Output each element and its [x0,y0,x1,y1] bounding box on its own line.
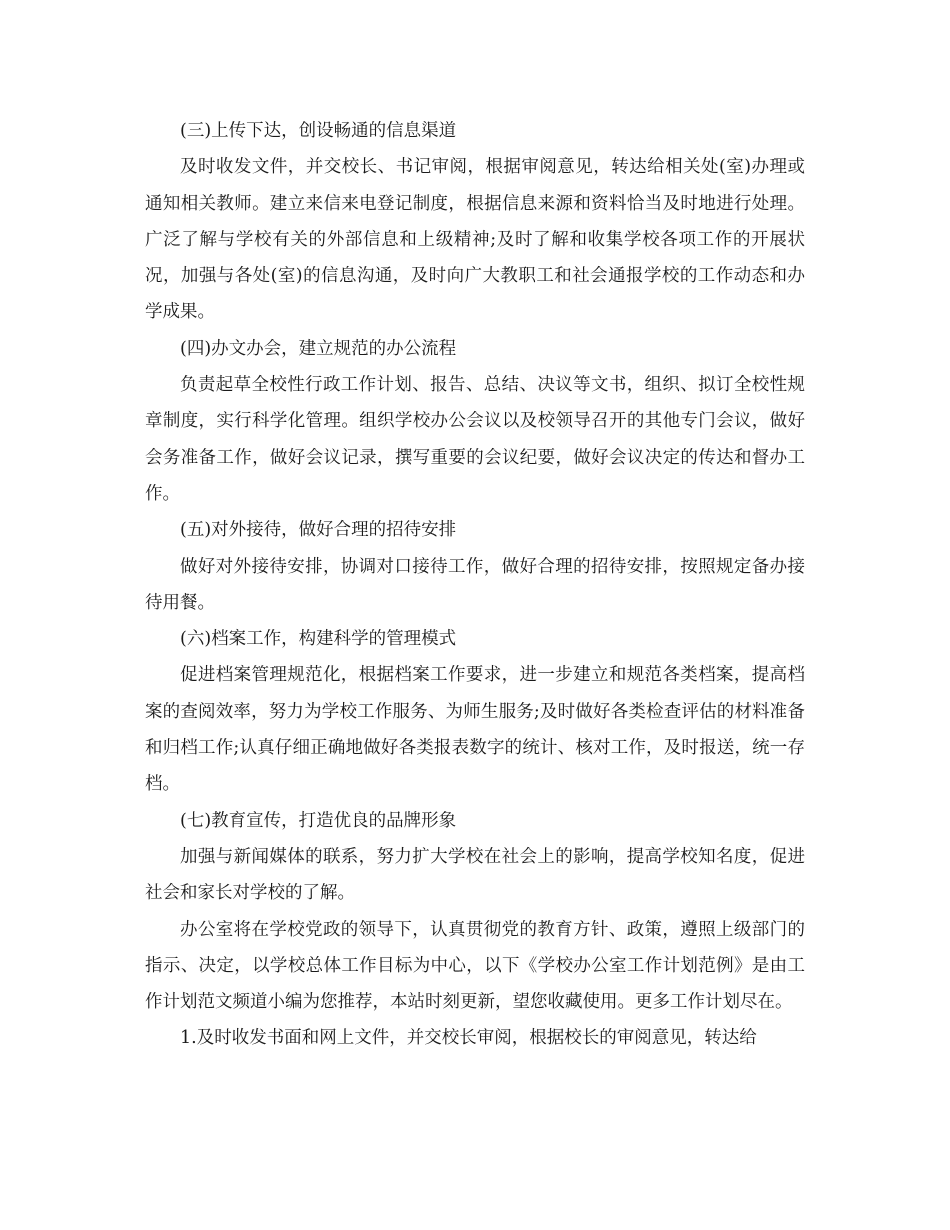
paragraph-archives: 促进档案管理规范化，根据档案工作要求，进一步建立和规范各类档案，提高档案的查阅效率，努力为学校工作服务、为师生服务;及时做好各类检查评估的材料准备和归档工作;认真仔细正确地做好各类报表数字的统计、核对工作，及时报送，统一存档。 [145,665,805,795]
section-heading-7: (七)教育宣传，打造优良的品牌形象 [180,810,457,831]
paragraph-office-process: 负责起草全校性行政工作计划、报告、总结、决议等文书，组织、拟订全校性规章制度，实行科学化管理。组织学校办公会议以及校领导召开的其他专门会议，做好会务准备工作，做好会议记录，撰写重要的会议纪要，做好会议决定的传达和督办工作。 [145,375,805,504]
section-heading-4: (四)办文办会，建立规范的办公流程 [180,338,457,359]
section-heading-6: (六)档案工作，构建科学的管理模式 [180,629,457,650]
list-item-1: 1.及时收发书面和网上文件，并交校长审阅，根据校长的审阅意见，转达给 [180,1028,757,1049]
paragraph-reception: 做好对外接待安排，协调对口接待工作，做好合理的招待安排，按照规定备办接待用餐。 [145,556,805,613]
paragraph-information-channel: 及时收发文件，并交校长、书记审阅，根据审阅意见，转达给相关处(室)办理或通知相关教师。建立来信来电登记制度，根据信息来源和资料恰当及时地进行处理。广泛了解与学校有关的外部信息和上级精神;及时了解和收集学校各项工作的开展状况，加强与各处(室)的信息沟通，及时向广大教职工和社会通报学校的工作动态和办学成果。 [145,157,805,323]
section-heading-3: (三)上传下达，创设畅通的信息渠道 [180,121,457,141]
document-body [145,113,805,1057]
paragraph-publicity: 加强与新闻媒体的联系，努力扩大学校在社会上的影响，提高学校知名度，促进社会和家长对学校的了解。 [145,846,805,904]
section-heading-5: (五)对外接待，做好合理的招待安排 [180,520,457,541]
paragraph-summary: 办公室将在学校党政的领导下，认真贯彻党的教育方针、政策，遵照上级部门的指示、决定，以学校总体工作目标为中心，以下《学校办公室工作计划范例》是由工作计划范文频道小编为您推荐，本站时刻更新，望您收藏使用。更多工作计划尽在。 [145,919,805,1013]
